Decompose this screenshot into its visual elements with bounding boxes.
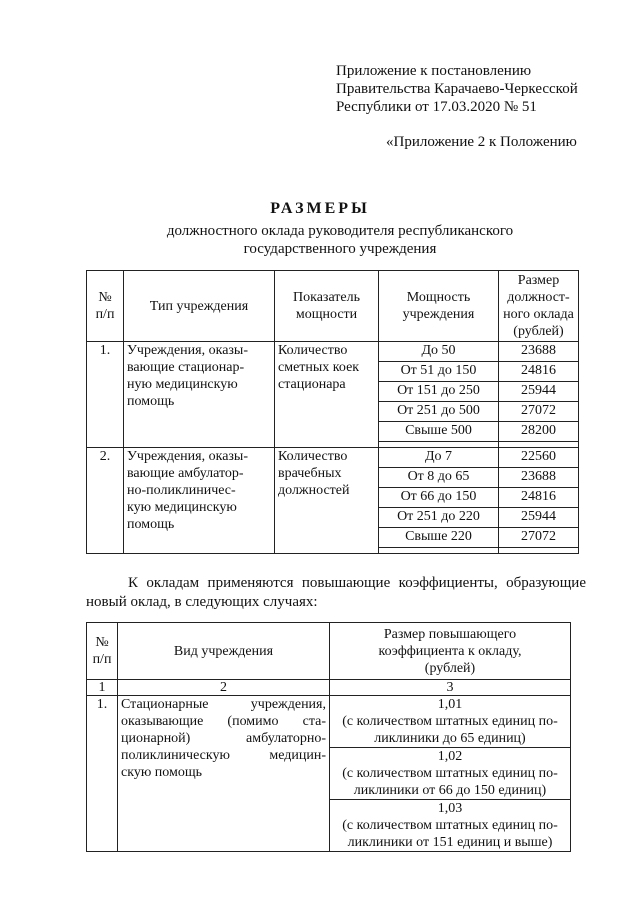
coefficient-note: ликлиники до 65 единиц) [374,731,526,746]
group-2-indicator-line: должностей [278,483,350,498]
group-2-type-line: помощь [127,517,175,532]
salary-cell: 22560 [499,448,579,468]
header-line-2: Правительства Карачаево-Черкесской [336,81,578,97]
row-kind-line: Стационарные учреждения, [121,697,326,712]
row-kind-line: ционарной) амбулаторно- [121,731,326,746]
capacity-cell: От 251 до 500 [379,402,499,422]
coefficient-value: 1,02 [437,749,463,764]
coefficients-paragraph [86,574,586,612]
coefficient-note: (с количеством штатных единиц по- [342,818,558,833]
header-num [87,271,124,342]
document-title: РАЗМЕРЫ [270,200,370,217]
coefficient-cell [330,696,571,748]
header-salary-line-4: (рублей) [513,324,564,339]
group-2-type [124,448,275,554]
coefficient-note: ликлиники от 151 единиц и выше) [347,835,553,850]
salary-cell: 27072 [499,402,579,422]
group-1-type [124,342,275,448]
header-indicator-line-2: мощности [295,307,358,322]
header-coef-line-3: (рублей) [424,660,476,676]
group-2-num: 2. [87,448,124,554]
capacity-cell: До 50 [379,342,499,362]
capacity-cell: Свыше 220 [379,528,499,548]
group-1-type-line: помощь [127,394,175,409]
coefficient-table-header-row [87,623,571,680]
annex-reference: «Приложение 2 к Положению [386,134,577,150]
document-subtitle [140,222,540,258]
group-1-indicator-line: стационара [278,377,346,392]
group-2-indicator [275,448,379,554]
header-type: Тип учреждения [124,271,275,342]
capacity-cell: От 151 до 250 [379,382,499,402]
capacity-cell: От 8 до 65 [379,468,499,488]
header-salary-line-3: ного оклада [503,307,574,322]
salary-cell: 28200 [499,422,579,442]
row-num: 1. [87,696,118,852]
group-1-indicator [275,342,379,448]
salary-table [86,270,579,554]
capacity-cell-empty [379,548,499,554]
capacity-cell: От 251 до 220 [379,508,499,528]
coefficient-cell [330,800,571,852]
row-kind-line: поликлиническую медицин- [121,748,326,763]
header-indicator-line-1: Показатель [293,290,360,305]
header-coefficient [330,623,571,680]
capacity-cell: От 66 до 150 [379,488,499,508]
header-line-1: Приложение к постановлению [336,63,532,79]
header-num-line-2: п/п [92,652,112,667]
coefficient-table [86,622,571,852]
salary-cell-empty [499,548,579,554]
row-kind [118,696,330,852]
header-num-line-2: п/п [95,307,115,322]
header-indicator [275,271,379,342]
header-num-line-1: № [98,290,112,305]
header-kind: Вид учреждения [118,623,330,680]
header-capacity-line-2: учреждения [402,307,475,322]
header-num [87,623,118,680]
row-kind-line: оказывающие (помимо ста- [121,714,326,729]
coefficient-value: 1,03 [437,801,463,816]
salary-cell: 27072 [499,528,579,548]
coefficient-note: ликлиники от 66 до 150 единиц) [353,783,547,798]
header-salary [499,271,579,342]
column-number: 1 [87,680,118,696]
row-kind-line: скую помощь [121,765,203,780]
salary-cell: 23688 [499,468,579,488]
group-2-type-line: но-поликлиничес- [127,483,236,498]
document-header [336,62,578,116]
table-row [87,696,571,748]
header-salary-line-2: должност- [507,290,570,305]
header-salary-line-1: Размер [517,273,560,288]
header-num-line-1: № [95,635,109,650]
coefficient-note: (с количеством штатных единиц по- [342,766,558,781]
group-2-indicator-line: Количество [278,449,348,464]
group-1-type-line: ную медицинскую [127,377,238,392]
subtitle-line-1: должностного оклада руководителя республиканского [166,223,514,239]
coefficient-note: (с количеством штатных единиц по- [342,714,558,729]
column-number: 3 [330,680,571,696]
coefficient-cell [330,748,571,800]
table-row [87,448,579,468]
group-1-indicator-line: сметных коек [278,360,360,375]
group-2-indicator-line: врачебных [278,466,342,481]
group-2-type-line: вающие амбулатор- [127,466,244,481]
table-row [87,342,579,362]
header-line-3: Республики от 17.03.2020 № 51 [336,99,537,115]
salary-cell: 23688 [499,342,579,362]
header-capacity [379,271,499,342]
group-1-num: 1. [87,342,124,448]
paragraph-line-1: К окладам применяются повышающие коэффициенты, образующие [128,575,586,591]
group-2-type-line: Учреждения, оказы- [127,449,249,464]
header-coef-line-2: коэффициента к окладу, [378,643,522,659]
header-coef-line-1: Размер повышающего [383,626,517,642]
group-1-type-line: вающие стационар- [127,360,245,375]
paragraph-line-2: новый оклад, в следующих случаях: [86,594,318,610]
group-1-type-line: Учреждения, оказы- [127,343,249,358]
salary-cell: 24816 [499,488,579,508]
group-2-type-line: кую медицинскую [127,500,237,515]
column-numbers-row [87,680,571,696]
salary-cell: 24816 [499,362,579,382]
header-capacity-line-1: Мощность [406,290,471,305]
capacity-cell: От 51 до 150 [379,362,499,382]
coefficient-value: 1,01 [437,697,463,712]
column-number: 2 [118,680,330,696]
salary-cell: 25944 [499,382,579,402]
subtitle-line-2: государственного учреждения [243,241,437,257]
group-1-indicator-line: Количество [278,343,348,358]
salary-cell: 25944 [499,508,579,528]
capacity-cell: До 7 [379,448,499,468]
salary-table-header-row [87,271,579,342]
capacity-cell: Свыше 500 [379,422,499,442]
